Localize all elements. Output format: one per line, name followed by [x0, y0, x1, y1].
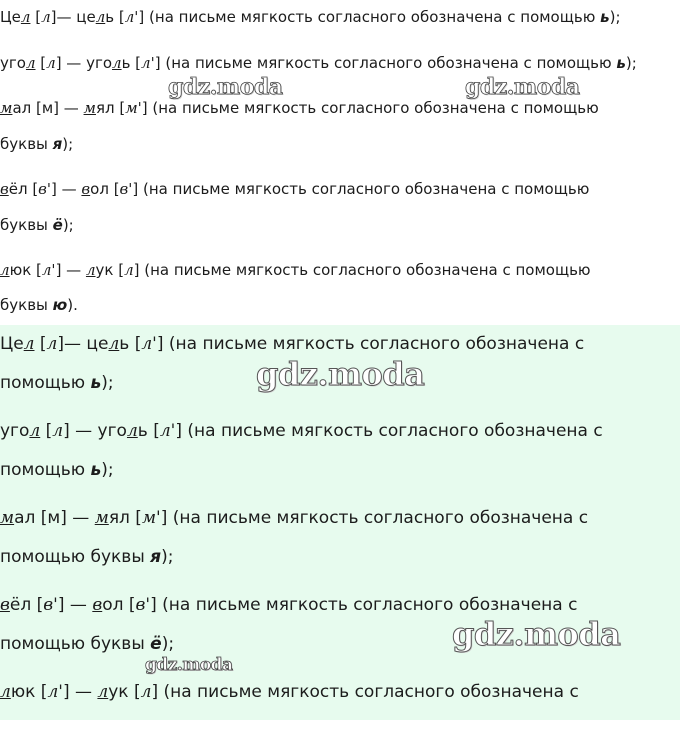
text: ] (на письме мягкость согласного обозначена с помощью: [133, 261, 591, 279]
consonant-letter: л: [23, 334, 35, 354]
text: ] (на письме мягкость согласного обозначена с: [160, 508, 589, 528]
sound-transcription: л: [52, 421, 64, 441]
text: ь [: [119, 334, 142, 354]
consonant-letter: л: [20, 8, 31, 26]
sound-transcription: в': [43, 595, 58, 615]
text: );: [625, 54, 637, 72]
text: ] (на письме мягкость согласного обозначена с помощью: [154, 54, 617, 72]
vowel-letter: я: [150, 547, 162, 567]
text: на письме мягкость согласного обозначена с помощью: [154, 8, 601, 26]
answer-line: [0, 682, 579, 702]
sound-transcription: л': [141, 334, 157, 354]
text: Це: [0, 8, 21, 26]
answer-line: [0, 8, 621, 26]
text: ёл [: [8, 180, 39, 198]
soft-sign-letter: ь: [90, 373, 102, 393]
text: ] —: [55, 261, 86, 279]
text: ук [: [95, 261, 125, 279]
soft-sign-letter: ь: [600, 8, 610, 26]
text: );: [161, 547, 174, 567]
soft-sign-letter: ь: [90, 460, 102, 480]
consonant-letter: м: [83, 99, 96, 117]
text: );: [101, 460, 114, 480]
answer-line: [0, 99, 599, 117]
sound-transcription: м': [141, 508, 161, 528]
answer-line: [0, 261, 591, 279]
consonant-letter: л: [0, 682, 11, 702]
consonant-letter: в: [92, 595, 103, 615]
vowel-letter: я: [52, 135, 63, 153]
text: [: [40, 421, 53, 441]
text: ял [: [108, 508, 142, 528]
consonant-letter: л: [0, 261, 10, 279]
sound-transcription: л': [141, 54, 155, 72]
answer-line: [0, 634, 174, 654]
consonant-letter: м: [0, 99, 13, 117]
text: ).: [67, 296, 78, 314]
watermark: gdz.moda: [452, 615, 621, 653]
sound-transcription: м': [125, 99, 142, 117]
sound-transcription: в': [135, 595, 151, 615]
text: ук [: [108, 682, 141, 702]
text: ял [: [95, 99, 126, 117]
consonant-letter: л: [112, 54, 122, 72]
text: );: [62, 216, 74, 234]
watermark: gdz.moda: [168, 74, 283, 100]
text: помощью: [0, 460, 91, 480]
text: ] —: [57, 595, 93, 615]
consonant-letter: л: [29, 421, 41, 441]
text: ] (на письме мягкость согласного обозначена с: [156, 334, 585, 354]
text: );: [101, 373, 114, 393]
text: ] —: [51, 180, 82, 198]
text: ол [: [90, 180, 120, 198]
text: помощью буквы: [0, 634, 151, 654]
sound-transcription: в': [38, 180, 52, 198]
answer-line: [0, 296, 78, 314]
consonant-letter: в: [81, 180, 91, 198]
text: Це: [0, 334, 24, 354]
text: ] (на письме мягкость согласного обозначена с: [150, 595, 578, 615]
text: ал [м] —: [12, 99, 84, 117]
text: ] (на письме мягкость согласного обозначена с: [175, 421, 603, 441]
answer-line: [0, 460, 114, 480]
answer-section-1: [0, 0, 680, 325]
sound-transcription: л: [140, 682, 152, 702]
answer-line: [0, 373, 114, 393]
vowel-letter: ю: [52, 296, 68, 314]
answer-line: [0, 216, 74, 234]
text: );: [62, 135, 74, 153]
watermark: gdz.moda: [465, 74, 580, 100]
vowel-letter: ё: [150, 634, 162, 654]
text: помощью: [0, 373, 91, 393]
text: ] —: [62, 682, 98, 702]
consonant-letter: л: [85, 261, 96, 279]
sound-transcription: л: [124, 261, 134, 279]
soft-sign-letter: ь: [616, 54, 626, 72]
text: ь [: [105, 8, 125, 26]
sound-transcription: л: [46, 54, 56, 72]
text: буквы: [0, 135, 53, 153]
answer-line: [0, 180, 589, 198]
consonant-letter: в: [0, 180, 9, 198]
text: ] (на письме мягкость согласного обозначена с помощью: [132, 180, 590, 198]
consonant-letter: л: [108, 334, 120, 354]
answer-line: [0, 54, 637, 72]
vowel-letter: ё: [52, 216, 63, 234]
text: ] — уго: [55, 54, 113, 72]
sound-transcription: в': [119, 180, 133, 198]
watermark: gdz.moda: [145, 655, 233, 675]
consonant-letter: л: [97, 682, 109, 702]
sound-transcription: л': [47, 682, 63, 702]
text: буквы: [0, 296, 53, 314]
text: ] (: [138, 8, 155, 26]
answer-line: [0, 135, 73, 153]
text: ь [: [121, 54, 142, 72]
text: [: [30, 8, 42, 26]
text: ] — уго: [63, 421, 127, 441]
text: уго: [0, 54, 26, 72]
answer-line: [0, 595, 577, 615]
text: ь [: [137, 421, 160, 441]
text: юк [: [9, 261, 42, 279]
text: уго: [0, 421, 30, 441]
answer-line: [0, 547, 173, 567]
consonant-letter: л: [126, 421, 138, 441]
sound-transcription: л': [159, 421, 176, 441]
consonant-letter: м: [0, 508, 15, 528]
answer-line: [0, 421, 603, 441]
consonant-letter: м: [94, 508, 109, 528]
text: ] (на письме мягкость согласного обозначена с помощью: [141, 99, 599, 117]
answer-line: [0, 508, 588, 528]
sound-transcription: л': [41, 261, 56, 279]
answer-line: [0, 334, 584, 354]
consonant-letter: л: [95, 8, 106, 26]
consonant-letter: л: [25, 54, 36, 72]
consonant-letter: в: [0, 595, 10, 615]
sound-transcription: л': [124, 8, 139, 26]
text: буквы: [0, 216, 53, 234]
answer-section-2: [0, 325, 680, 720]
text: );: [161, 634, 175, 654]
text: юк [: [10, 682, 48, 702]
text: [: [34, 334, 47, 354]
sound-transcription: л: [41, 8, 51, 26]
watermark: gdz.moda: [256, 355, 425, 393]
text: );: [609, 8, 621, 26]
text: ол [: [102, 595, 136, 615]
text: ёл [: [9, 595, 44, 615]
text: ал [м] —: [14, 508, 95, 528]
text: ] (на письме мягкость согласного обозначена с: [151, 682, 579, 702]
text: ]— це: [50, 8, 96, 26]
text: помощью буквы: [0, 547, 151, 567]
text: ]— це: [57, 334, 109, 354]
sound-transcription: л: [46, 334, 58, 354]
text: [: [35, 54, 47, 72]
